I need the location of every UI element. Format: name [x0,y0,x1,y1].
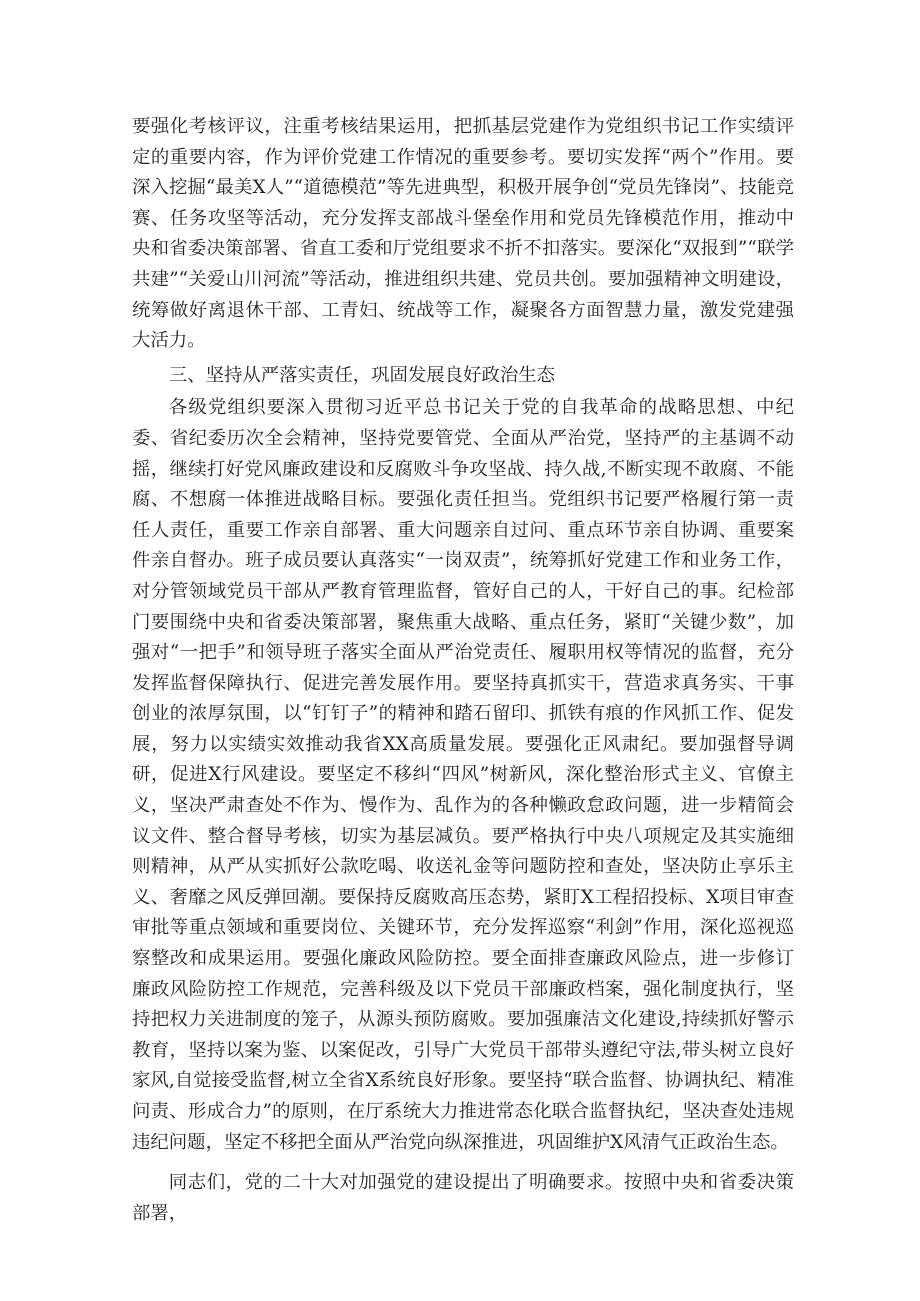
document-body [132,112,794,1229]
paragraph-continued: 要强化考核评议，注重考核结果运用，把抓基层党建作为党组织书记工作实绩评定的重要内容，作为评价党建工作情况的重要参考。要切实发挥“两个”作用。要深入挖掘“最美X人”“道德模范”等先进典型，积极开展争创“党员先锋岗”、技能竞赛、任务攻坚等活动，充分发挥支部战斗堡垒作用和党员先锋模范作用，推动中央和省委决策部署、省直工委和厅党组要求不折不扣落实。要深化“双报到”“联学共建”“关爱山川河流”等活动，推进组织共建、党员共创。要加强精神文明建设，统筹做好离退休干部、工青妇、统战等工作，凝聚各方面智慧力量，激发党建强大活力。 [132,116,794,352]
section-heading: 三、坚持从严落实责任，巩固发展良好政治生态 [168,364,556,386]
paragraph-closing: 同志们，党的二十大对加强党的建设提出了明确要求。按照中央和省委决策部署， [132,1172,794,1224]
paragraph-section-3: 各级党组织要深入贯彻习近平总书记关于党的自我革命的战略思想、中纪委、省纪委历次全会精神，坚持党要管党、全面从严治党，坚持严的主基调不动摇，继续打好党风廉政建设和反腐败斗争攻坚战、持久战,不断实现不敢腐、不能腐、不想腐一体推进战略目标。要强化责任担当。党组织书记要严格履行第一责任人责任，重要工作亲自部署、重大问题亲自过问、重点环节亲自协调、重要案件亲自督办。班子成员要认真落实“一岗双责”，统筹抓好党建工作和业务工作，对分管领域党员干部从严教育管理监督，管好自己的人，干好自己的事。纪检部门要围绕中央和省委决策部署，聚焦重大战略、重点任务，紧盯“关键少数”，加强对“一把手”和领导班子落实全面从严治党责任、履职用权等情况的监督，充分发挥监督保障执行、促进完善发展作用。要坚持真抓实干，营造求真务实、干事创业的浓厚氛围，以“钉钉子”的精神和踏石留印、抓铁有痕的作风抓工作、促发展，努力以实绩实效推动我省XX高质量发展。要强化正风肃纪。要加强督导调研，促进X行风建设。要坚定不移纠“四风”树新风，深化整治形式主义、官僚主义，坚决严肃查处不作为、慢作为、乱作为的各种懒政怠政问题，进一步精简会议文件、整合督导考核，切实为基层减负。要严格执行中央八项规定及其实施细则精神，从严从实抓好公款吃喝、收送礼金等问题防控和查处，坚决防止享乐主义、奢靡之风反弹回潮。要保持反腐败高压态势，紧盯X工程招投标、X项目审查审批等重点领域和重要岗位、关键环节，充分发挥巡察“利剑”作用，深化巡视巡察整改和成果运用。要强化廉政风险防控。要全面排查廉政风险点，进一步修订廉政风险防控工作规范，完善科级及以下党员干部廉政档案，强化制度执行，坚持把权力关进制度的笼子，从源头预防腐败。要加强廉洁文化建设,持续抓好警示教育，坚持以案为鉴、以案促改，引导广大党员干部带头遵纪守法,带头树立良好家风,自觉接受监督,树立全省X系统良好形象。要坚持“联合监督、协调执纪、精准问责、形成合力”的原则，在厅系统大力推进常态化联合监督执纪，坚决查处违规违纪问题，坚定不移把全面从严治党向纵深推进，巩固维护X风清气正政治生态。 [132,397,794,1153]
